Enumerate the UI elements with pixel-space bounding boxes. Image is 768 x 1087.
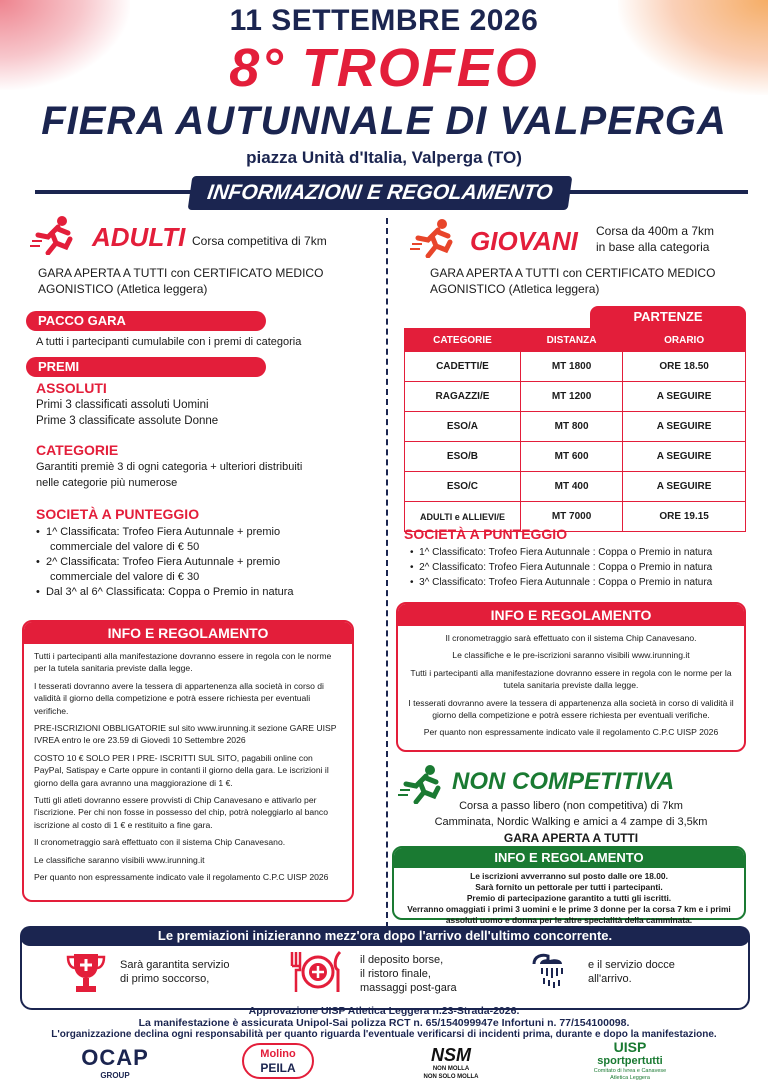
shower-icon xyxy=(530,950,574,994)
info-paragraph: Tutti gli atleti dovranno essere provvisti di Chip Canavesano e attivarlo per l'iscrizione. Per chi non fosse in possesso del chip, potrà noleggiarlo al banco iscrizione al costo di 1 € e restituito a fine gara. xyxy=(34,795,328,830)
service-deposito xyxy=(360,953,457,995)
service-docce xyxy=(588,958,675,986)
info-paragraph: Per quanto non espressamente indicato vale il regolamento C.P.C UISP 2026 xyxy=(34,872,329,883)
info-paragraph: Sarà fornito un pettorale per tutti i partecipanti. xyxy=(475,882,663,892)
adulti-desc: Corsa competitiva di 7km xyxy=(192,234,327,248)
adulti-societa-list xyxy=(36,525,366,600)
noncomp-info-body xyxy=(394,868,744,929)
logo-molino-peila xyxy=(242,1043,314,1079)
info-paragraph: I tesserati dovranno avere la tessera di appartenenza alla società in corso di validità il giorno della competizione e potrà essere richiesta per eventuali verifiche. xyxy=(34,680,324,716)
pacco-gara-text: A tutti i partecipanti cumulabile con i premi di categoria xyxy=(36,336,302,348)
event-date: 11 SETTEMBRE 2026 xyxy=(229,4,539,37)
adulti-info-body xyxy=(24,644,352,895)
service-text: massaggi post-gara xyxy=(360,982,457,994)
table-cell: CADETTI/E xyxy=(405,352,521,382)
adulti-societa-title: SOCIETÀ A PUNTEGGIO xyxy=(36,506,200,522)
table-cell: A SEGUIRE xyxy=(623,382,746,412)
footer-line-1: Approvazione UISP Atletica Leggera n.23-Strada-2026. xyxy=(248,1005,520,1017)
info-paragraph: Verranno omaggiati i primi 3 uomini e le prime 3 donne per la corsa 7 km e i primi assoluti uomo e donna per le altre specialità della camminata. xyxy=(407,904,731,925)
premi-label: PREMI xyxy=(26,357,266,377)
categorie-title: CATEGORIE xyxy=(36,442,119,458)
table-cell: A SEGUIRE xyxy=(623,412,746,442)
info-paragraph: Il cronometraggio sarà effettuato con il sistema Chip Canavesano. xyxy=(445,633,697,643)
table-cell: MT 600 xyxy=(520,442,622,472)
giovani-title: GIOVANI xyxy=(470,226,578,256)
giovani-societa-item: • 1^ Classificato: Trofeo Fiera Autunnale : Coppa o Premio in natura xyxy=(410,547,713,558)
table-cell: MT 800 xyxy=(520,412,622,442)
giovani-info-body xyxy=(398,626,744,750)
event-place: piazza Unità d'Italia, Valperga (TO) xyxy=(246,148,522,167)
logo-uisp-sub: sportpertutti xyxy=(597,1055,663,1067)
giovani-info-title: INFO E REGOLAMENTO xyxy=(398,604,744,626)
adulti-societa-item: • Dal 3^ al 6^ Classificata: Coppa o Premio in natura xyxy=(36,586,294,598)
noncomp-line: Camminata, Nordic Walking e amici a 4 zampe di 3,5km xyxy=(434,816,708,828)
cutlery-icon xyxy=(286,950,346,994)
table-header-row xyxy=(405,329,746,352)
adulti-societa-item: • 2^ Classificata: Trofeo Fiera Autunnale + premio xyxy=(36,556,281,568)
adulti-info-title: INFO E REGOLAMENTO xyxy=(24,622,352,644)
info-paragraph: Le classifiche saranno visibili www.irunning.it xyxy=(34,854,205,865)
logo-nsm-text: NSM xyxy=(431,1045,471,1065)
table-cell: A SEGUIRE xyxy=(623,472,746,502)
giovani-gara-1: GARA APERTA A TUTTI con CERTIFICATO MEDICO xyxy=(430,266,716,280)
categorie-1: Garantiti premiè 3 di ogni categoria + ulteriori distribuiti xyxy=(36,461,303,473)
adulti-societa-item: commerciale del valore di € 50 xyxy=(50,541,200,553)
service-text: e il servizio docce xyxy=(588,959,675,971)
partenze-table-grid xyxy=(404,328,746,532)
giovani-societa-item: • 3^ Classificato: Trofeo Fiera Autunnale : Coppa o Premio in natura xyxy=(410,577,713,588)
noncomp-info-box xyxy=(392,846,746,925)
adulti-societa-item: commerciale del valore di € 30 xyxy=(50,571,200,583)
logo-ocap-sub: GROUP xyxy=(100,1071,130,1080)
partenze-table xyxy=(404,328,746,532)
info-paragraph: COSTO 10 € SOLO PER I PRE- ISCRITTI SUL SITO, pagabili online con PayPal, Satispay e Carte oppure in contanti il giorno della gara. Le iscrizioni il giorno della gara avranno una maggiorazione di 1 €. xyxy=(34,752,329,788)
section-banner xyxy=(188,176,573,210)
info-paragraph: Le iscrizioni avverranno sul posto dalle ore 18.00. xyxy=(470,871,668,881)
table-cell: MT 400 xyxy=(520,472,622,502)
logo-nsm-sub2: NON SOLO MOLLA xyxy=(423,1074,479,1080)
table-cell: ESO/B xyxy=(405,442,521,472)
info-paragraph: Le classifiche e le pre-iscrizioni saranno visibili www.irunning.it xyxy=(452,650,690,661)
footer-line-3: L'organizzazione declina ogni responsabilità per quanto riguarda l'eventuale verificarsi di incidenti prima, durante e dopo la manifestazione. xyxy=(51,1029,717,1040)
noncomp-line: GARA APERTA A TUTTI xyxy=(503,831,639,845)
logo-uisp-sub3: Atletica Leggera xyxy=(610,1075,650,1081)
categorie-2: nelle categorie più numerose xyxy=(36,477,178,489)
table-cell: ORE 19.15 xyxy=(623,502,746,532)
info-paragraph: Premio di partecipazione garantito a tutti gli iscritti. xyxy=(466,893,672,903)
table-cell: MT 7000 xyxy=(520,502,622,532)
logo-ocap-text: OCAP xyxy=(81,1045,149,1070)
giovani-desc-1: Corsa da 400m a 7km xyxy=(596,224,715,238)
service-text: Sarà garantita servizio xyxy=(120,959,230,971)
table-header: CATEGORIE xyxy=(405,329,521,352)
table-cell: ESO/A xyxy=(405,412,521,442)
noncomp-line: Corsa a passo libero (non competitiva) di 7km xyxy=(459,800,683,812)
table-header: ORARIO xyxy=(623,329,746,352)
table-row xyxy=(405,412,746,442)
table-row xyxy=(405,472,746,502)
table-cell: RAGAZZI/E xyxy=(405,382,521,412)
logo-nsm xyxy=(418,1045,484,1081)
info-paragraph: PRE-ISCRIZIONI OBBLIGATORIE sul sito www.irunning.it sezione GARE UISP IVREA entro le ore 23.59 di Giovedì 10 Settembre 2026 xyxy=(34,723,337,746)
assoluti-1: Primi 3 classificati assoluti Uomini xyxy=(36,399,209,411)
table-header: DISTANZA xyxy=(520,329,622,352)
logo-peila-text: PEILA xyxy=(260,1061,296,1075)
giovani-societa-title: SOCIETÀ A PUNTEGGIO xyxy=(404,526,568,542)
info-paragraph: I tesserati dovranno avere la tessera di appartenenza alla società in corso di validità il giorno della competizione e potrà essere richiesta per eventuali verifiche. xyxy=(408,697,734,721)
logo-uisp xyxy=(590,1039,670,1082)
service-text: il ristoro finale, xyxy=(360,968,431,980)
giovani-societa-item: • 2^ Classificato: Trofeo Fiera Autunnale : Coppa o Premio in natura xyxy=(410,562,713,573)
service-text: il deposito borse, xyxy=(360,954,444,966)
pacco-gara-label: PACCO GARA xyxy=(26,311,266,331)
giovani-info-box xyxy=(396,602,746,752)
assoluti-title: ASSOLUTI xyxy=(36,380,107,396)
logo-ocap xyxy=(70,1045,160,1080)
section-banner-label: INFORMAZIONI E REGOLAMENTO xyxy=(205,181,555,204)
giovani-desc-2: in base alla categoria xyxy=(596,240,710,254)
adulti-info-box xyxy=(22,620,354,902)
event-title: 8° TROFEO xyxy=(229,38,539,98)
info-paragraph: Tutti i partecipanti alla manifestazione dovranno essere in regola con le norme per la tutela sanitaria previste dalla legge. xyxy=(410,667,732,691)
giovani-gara-2: AGONISTICO (Atletica leggera) xyxy=(430,282,600,296)
info-paragraph: Tutti i partecipanti alla manifestazione dovranno essere in regola con le norme per la tutela sanitaria previste dalla legge. xyxy=(34,651,332,674)
info-paragraph: Per quanto non espressamente indicato vale il regolamento C.P.C UISP 2026 xyxy=(423,727,719,738)
table-row xyxy=(405,382,746,412)
adulti-societa-item: • 1^ Classificata: Trofeo Fiera Autunnale + premio xyxy=(36,526,281,538)
table-cell: ORE 18.50 xyxy=(623,352,746,382)
adulti-title: ADULTI xyxy=(92,222,186,252)
partenze-label: PARTENZE xyxy=(590,306,746,328)
giovani-societa-list xyxy=(410,545,760,590)
column-divider xyxy=(386,218,388,928)
table-cell: ADULTI e ALLIEVI/E xyxy=(405,502,521,532)
logo-molino-text: Molino xyxy=(260,1048,296,1060)
table-row xyxy=(405,442,746,472)
table-cell: A SEGUIRE xyxy=(623,442,746,472)
table-cell: MT 1800 xyxy=(520,352,622,382)
logo-nsm-sub1: NON MOLLA xyxy=(432,1066,470,1072)
noncomp-title: NON COMPETITIVA xyxy=(452,768,675,795)
adulti-gara-1: GARA APERTA A TUTTI con CERTIFICATO MEDICO xyxy=(38,266,324,280)
logo-uisp-sub2: Comitato di Ivrea e Canavese xyxy=(593,1068,667,1074)
noncomp-info-title: INFO E REGOLAMENTO xyxy=(394,848,744,868)
assoluti-2: Prime 3 classificate assolute Donne xyxy=(36,415,219,427)
noncomp-desc xyxy=(396,798,746,846)
adulti-gara-2: AGONISTICO (Atletica leggera) xyxy=(38,282,208,296)
service-first-aid xyxy=(120,958,229,986)
info-paragraph: Il cronometraggio sarà effettuato con il sistema Chip Canavesano. xyxy=(34,837,286,848)
premiazioni-bar: Le premiazioni inizieranno mezz'ora dopo l'arrivo dell'ultimo concorrente. xyxy=(20,926,750,946)
table-cell: ESO/C xyxy=(405,472,521,502)
runner-icon xyxy=(410,218,456,258)
event-subtitle: FIERA AUTUNNALE DI VALPERGA xyxy=(41,99,727,143)
trophy-icon xyxy=(66,950,106,994)
service-text: di primo soccorso, xyxy=(120,973,210,985)
runner-icon xyxy=(30,215,76,255)
service-text: all'arrivo. xyxy=(588,973,632,985)
table-row xyxy=(405,352,746,382)
logo-uisp-text: UISP xyxy=(613,1039,647,1055)
footer-line-2: La manifestazione è assicurata Unipol-Sai polizza RCT n. 65/154099947e Infortuni n. 77/154100098. xyxy=(138,1017,630,1029)
table-cell: MT 1200 xyxy=(520,382,622,412)
